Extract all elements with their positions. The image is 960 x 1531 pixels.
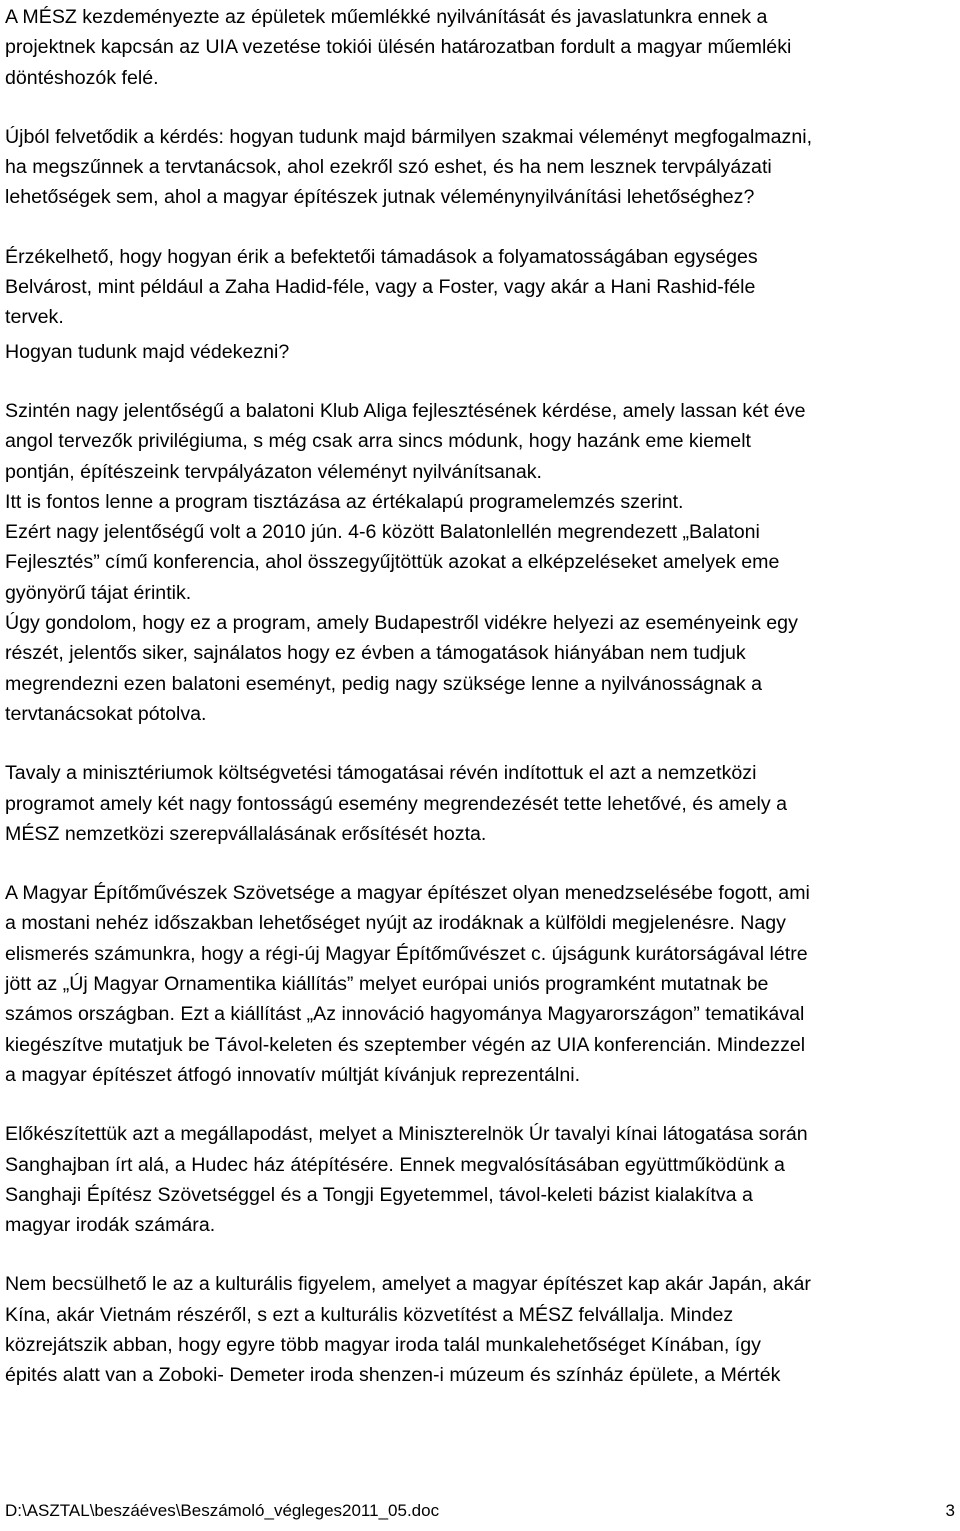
paragraph-spacer: [5, 367, 957, 396]
text-line: épités alatt van a Zoboki- Demeter iroda shenzen-i múzeum és színház épülete, a Mérték: [5, 1364, 781, 1387]
text-line: Itt is fontos lenne a program tisztázása az értékalapú programelemzés szerint.: [5, 490, 684, 513]
text-line: Fejlesztés” című konferencia, ahol összegyűjtöttük azokat a elképzeléseket amelyek eme: [5, 551, 780, 574]
paragraph-6: [5, 878, 957, 1090]
text-line: magyar irodák számára.: [5, 1214, 216, 1237]
text-line: Úgy gondolom, hogy ez a program, amely Budapestről vidékre helyezi az eseményeink egy: [5, 612, 798, 635]
text-line: megrendezni ezen balatoni eseményt, pedig nagy szüksége lenne a nyilvánosságnak a: [5, 672, 763, 695]
text-line: Újból felvetődik a kérdés: hogyan tudunk majd bármilyen szakmai véleményt megfogalmazni,: [5, 125, 813, 148]
text-line: lehetőségek sem, ahol a magyar építészek jutnak véleménynyilvánítási lehetőséghez?: [5, 186, 755, 209]
paragraph-8: [5, 1269, 957, 1390]
text-line: Belvárost, mint például a Zaha Hadid-féle, vagy a Foster, vagy akár a Hani Rashid-féle: [5, 276, 756, 299]
text-line: Sanghaji Építész Szövetséggel és a Tongji Egyetemmel, távol-keleti bázist kialakítva a: [5, 1183, 753, 1206]
text-line: számos országban. Ezt a kiállítást „Az innováció hagyománya Magyarországon” tematikával: [5, 1003, 805, 1026]
page-footer: [5, 1497, 955, 1525]
text-line: Szintén nagy jelentőségű a balatoni Klub Aliga fejlesztésének kérdése, amely lassan két éve: [5, 399, 806, 422]
paragraph-spacer: [5, 213, 957, 242]
paragraph-3: [5, 242, 957, 367]
text-line: A MÉSZ kezdeményezte az épületek műemlékké nyilvánítását és javaslatunkra ennek a: [5, 6, 768, 28]
text-line: a mostani nehéz időszakban lehetőséget nyújt az irodáknak a külföldi megjelenésre. Nagy: [5, 912, 786, 935]
text-line: közrejátszik abban, hogy egyre több magyar iroda talál munkalehetőséget Kínában, így: [5, 1333, 761, 1356]
text-line: jött az „Új Magyar Ornamentika kiállítás” melyet európai uniós programként mutatnak be: [5, 973, 769, 996]
paragraph-4: [5, 396, 957, 729]
text-line: gyönyörű tájat érintik.: [5, 581, 192, 604]
document-page: [5, 0, 957, 1391]
text-line: elismerés számunkra, hogy a régi-új Magyar Építőművészet c. újságunk kurátorságával létre: [5, 942, 808, 965]
text-line: Ezért nagy jelentőségű volt a 2010 jún. 4-6 között Balatonlellén megrendezett „Balatoni: [5, 521, 760, 544]
paragraph-5: [5, 758, 957, 849]
text-line: Nem becsülhető le az a kulturális figyelem, amelyet a magyar építészet kap akár Japán, akár: [5, 1273, 811, 1296]
text-line: programot amely két nagy fontosságú esemény megrendezését tette lehetővé, és amely a: [5, 792, 788, 815]
text-line: ha megszűnnek a tervtanácsok, ahol ezekről szó eshet, és ha nem lesznek tervpályázati: [5, 156, 772, 179]
paragraph-spacer: [5, 93, 957, 122]
text-line: MÉSZ nemzetközi szerepvállalásának erősítését hozta.: [5, 822, 487, 845]
paragraph-1: [5, 2, 957, 93]
paragraph-7: [5, 1119, 957, 1240]
paragraph-spacer: [5, 729, 957, 758]
text-line: a magyar építészet átfogó innovatív múltját kívánjuk reprezentálni.: [5, 1063, 581, 1086]
text-line: részét, jelentős siker, sajnálatos hogy ez évben a támogatások hiányában nem tudjuk: [5, 642, 746, 665]
paragraph-2: [5, 122, 957, 213]
text-line: Kína, akár Vietnám részéről, s ezt a kulturális közvetítést a MÉSZ felvállalja. Mindez: [5, 1303, 734, 1326]
text-line: döntéshozók felé.: [5, 66, 159, 89]
paragraph-spacer: [5, 1090, 957, 1119]
text-line: tervtanácsokat pótolva.: [5, 702, 207, 725]
text-line: projektnek kapcsán az UIA vezetése tokiói ülésén határozatban fordult a magyar műemléki: [5, 36, 792, 59]
text-line: pontján, építészeink tervpályázaton véleményt nyilvánítsanak.: [5, 460, 542, 483]
text-line: Érzékelhető, hogy hogyan érik a befektetői támadások a folyamatosságában egységes: [5, 245, 758, 268]
text-line: angol tervezők privilégiuma, s még csak arra sincs módunk, hogy hazánk eme kiemelt: [5, 430, 751, 453]
paragraph-spacer: [5, 849, 957, 878]
text-line: Hogyan tudunk majd védekezni?: [5, 340, 290, 363]
paragraph-spacer: [5, 1240, 957, 1269]
text-line: Sanghajban írt alá, a Hudec ház átépítésére. Ennek megvalósításában együttműködünk a: [5, 1153, 785, 1176]
text-line: Tavaly a minisztériumok költségvetési támogatásai révén indítottuk el azt a nemzetközi: [5, 762, 757, 785]
footer-page-number: 3: [945, 1501, 955, 1520]
text-line: kiegészítve mutatjuk be Távol-keleten és szeptember végén az UIA konferencián. Mindezzel: [5, 1033, 806, 1056]
text-line: tervek.: [5, 306, 64, 329]
footer-file-path: D:\ASZTAL\beszáéves\Beszámoló_végleges2011_05.doc: [5, 1501, 440, 1520]
text-line: Előkészítettük azt a megállapodást, melyet a Miniszterelnök Úr tavalyi kínai látogatása során: [5, 1123, 808, 1146]
text-line: A Magyar Építőművészek Szövetsége a magyar építészet olyan menedzselésébe fogott, ami: [5, 882, 810, 905]
